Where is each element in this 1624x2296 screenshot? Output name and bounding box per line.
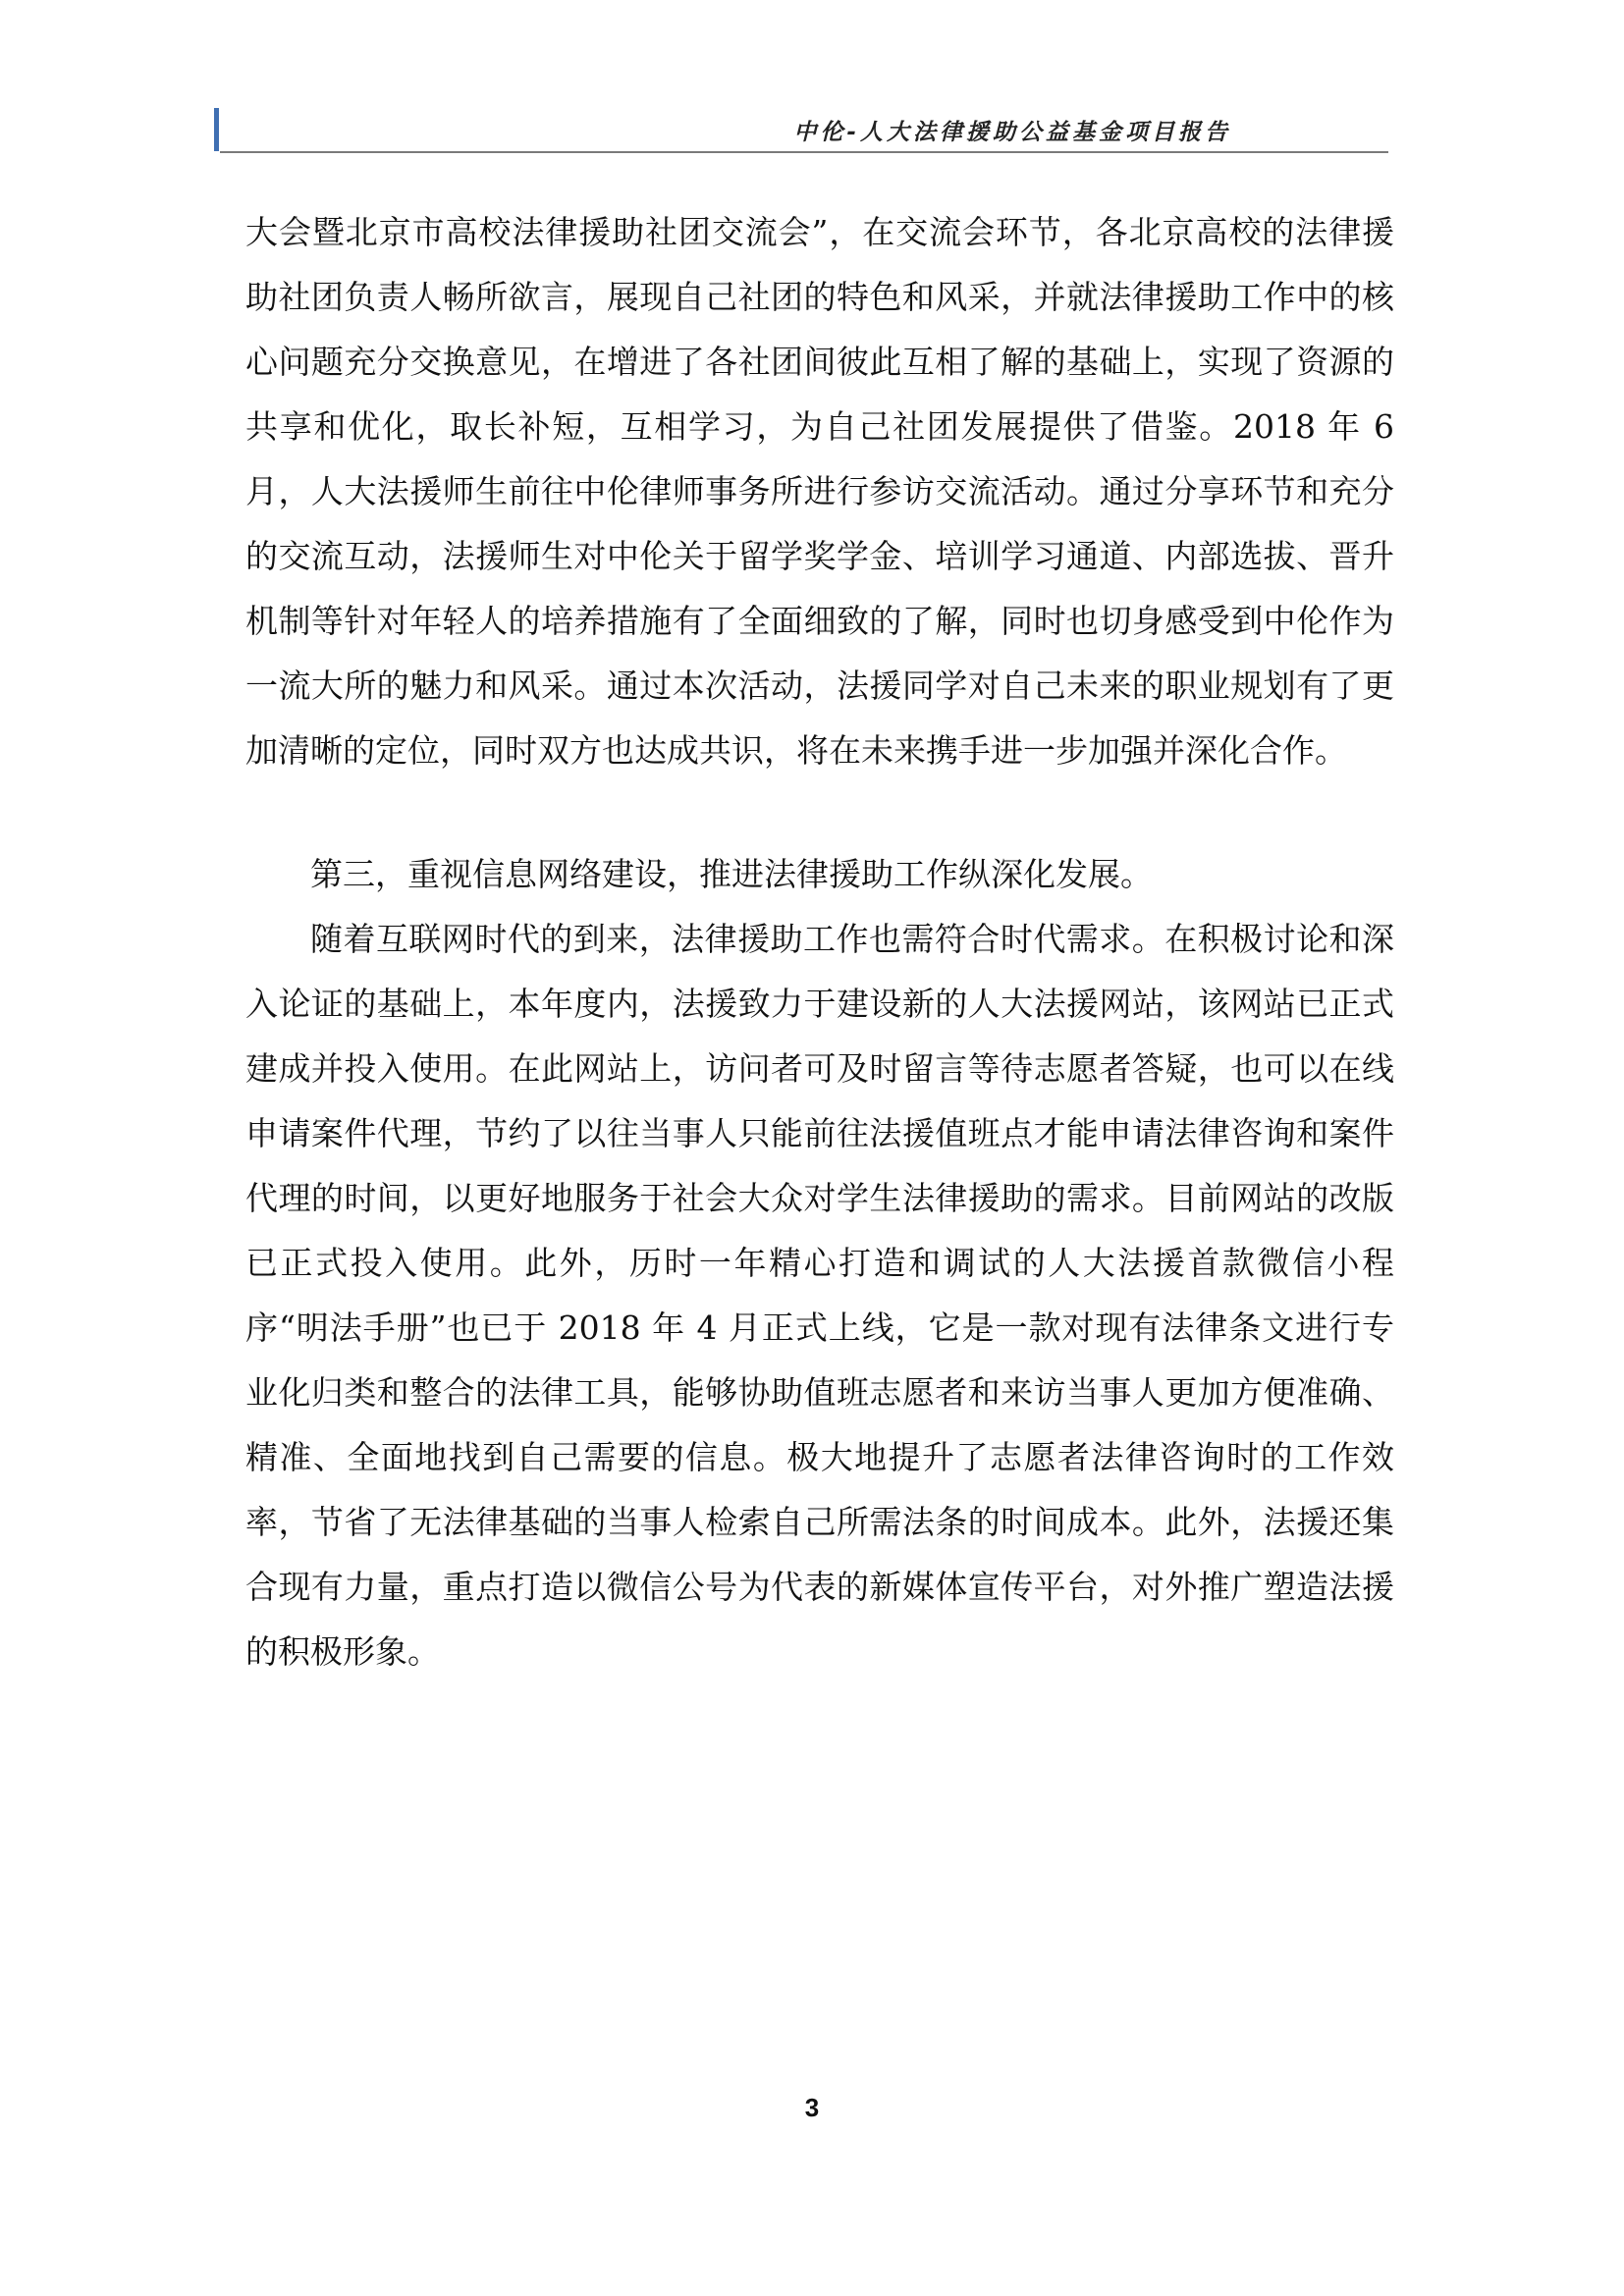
paragraph-2: 随着互联网时代的到来，法律援助工作也需符合时代需求。在积极讨论和深入论证的基础上，本年度内，法援致力于建设新的人大法援网站，该网站已正式建成并投入使用。在此网站上，访问者可及时留言等待志愿者答疑，也可以在线申请案件代理，节约了以往当事人只能前往法援值班点才能申请法律咨询和案件代理的时间，以更好地服务于社会大众对学生法律援助的需求。目前网站的改版已正式投入使用。此外，历时一年精心打造和调试的人大法援首款微信小程序“明法手册”也已于 2018 年 4 月正式上线，它是一款对现有法律条文进行专业化归类和整合的法律工具，能够协助值班志愿者和来访当事人更加方便准确、精准、全面地找到自己需要的信息。极大地提升了志愿者法律咨询时的工作效率，节省了无法律基础的当事人检索自己所需法条的时间成本。此外，法援还集合现有力量，重点打造以微信公号为代表的新媒体宣传平台，对外推广塑造法援的积极形象。 <box>245 920 1394 1671</box>
header-title: 中伦-人大法律援助公益基金项目报告 <box>793 120 1231 145</box>
paragraph-1: 大会暨北京市高校法律援助社团交流会”，在交流会环节，各北京高校的法律援助社团负责人畅所欲言，展现自己社团的特色和风采，并就法律援助工作中的核心问题充分交换意见，在增进了各社团间彼此互相了解的基础上，实现了资源的共享和优化，取长补短，互相学习，为自己社团发展提供了借鉴。2018 年 6 月，人大法援师生前往中伦律师事务所进行参访交流活动。通过分享环节和充分的交流互动，法援师生对中伦关于留学奖学金、培训学习通道、内部选拔、晋升机制等针对年轻人的培养措施有了全面细致的了解，同时也切身感受到中伦作为一流大所的魅力和风采。通过本次活动，法援同学对自己未来的职业规划有了更加清晰的定位，同时双方也达成共识，将在未来携手进一步加强并深化合作。 <box>245 213 1394 770</box>
section-heading-third: 第三，重视信息网络建设，推进法律援助工作纵深化发展。 <box>310 855 1153 893</box>
page-number: 3 <box>804 2093 820 2122</box>
header-accent-bar <box>214 108 219 151</box>
header-rule <box>220 151 1388 153</box>
page-header <box>214 106 1388 153</box>
